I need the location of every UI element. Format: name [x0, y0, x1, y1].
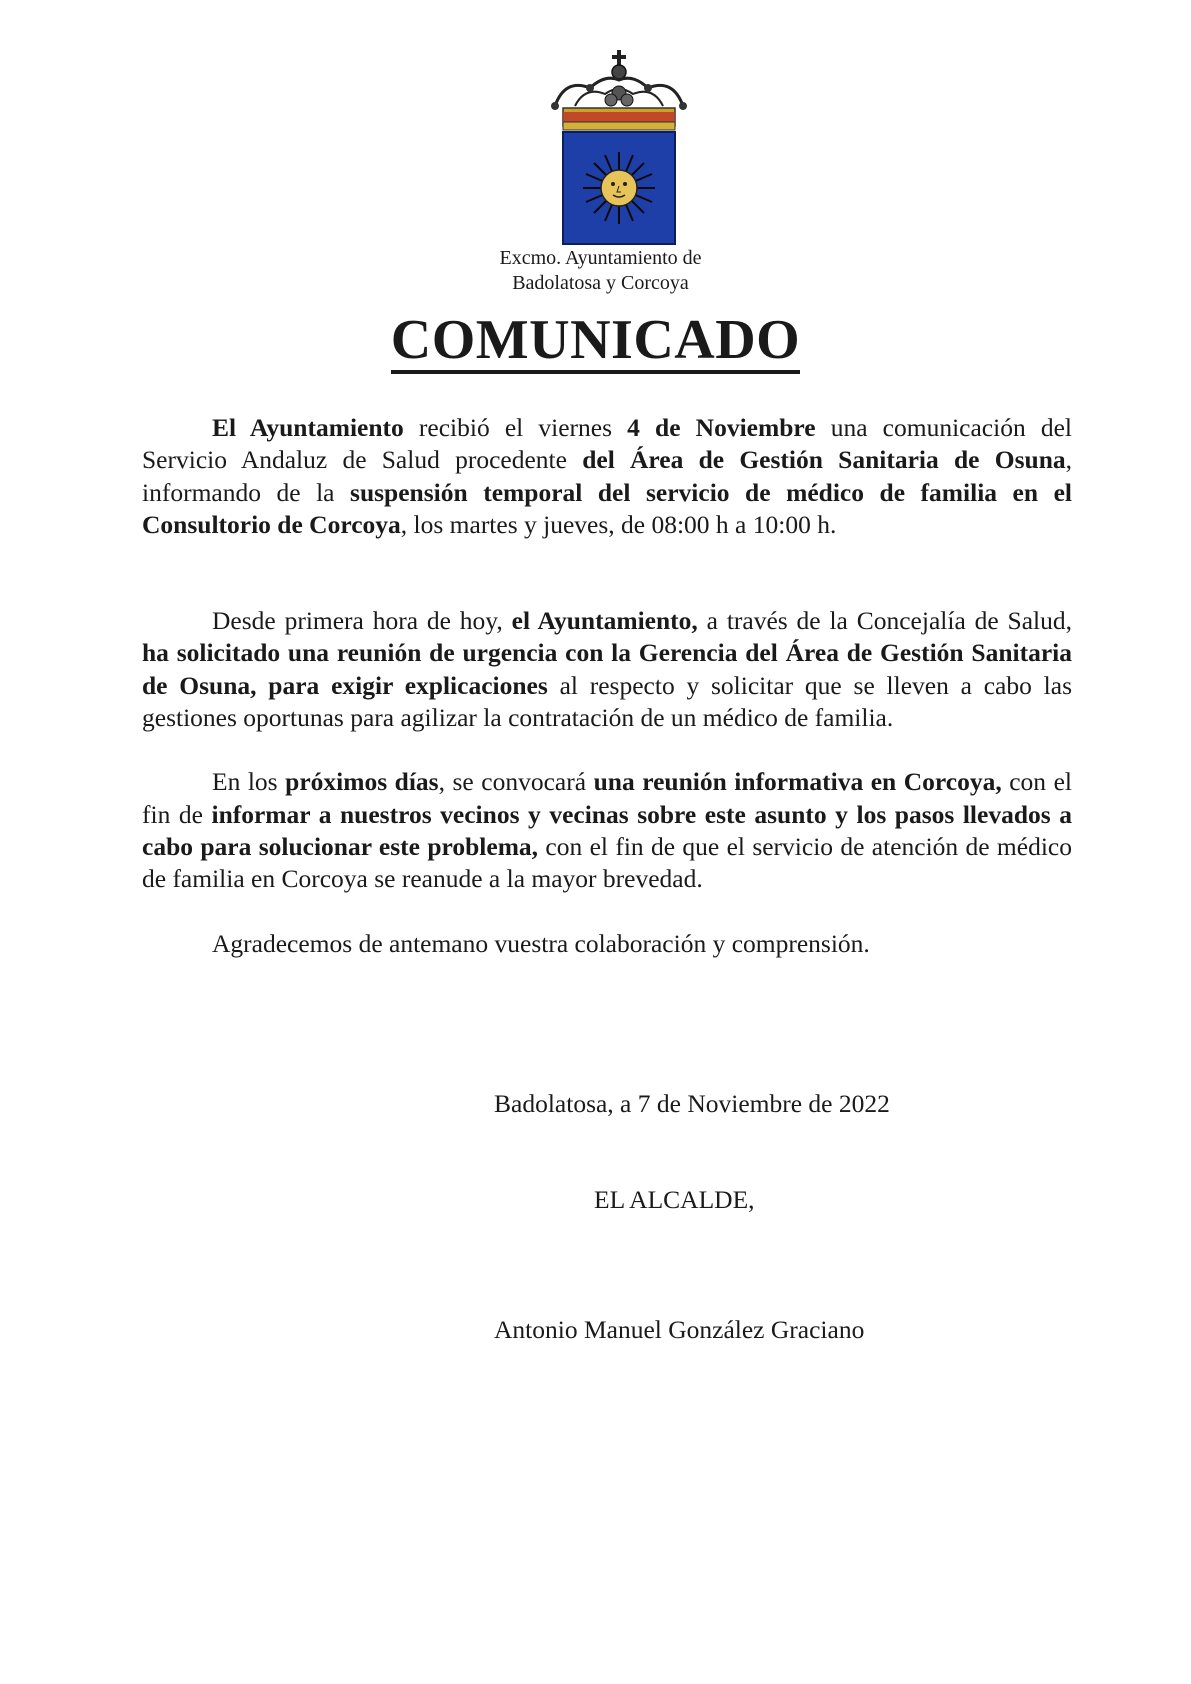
- p1-bold-2: 4 de Noviembre: [627, 413, 816, 442]
- issuer-line-2: Badolatosa y Corcoya: [512, 272, 689, 294]
- p2-text-1: Desde primera hora de hoy,: [212, 606, 512, 636]
- signer-name: Antonio Manuel González Graciano: [494, 1315, 865, 1344]
- p1-bold-3: del Área de Gestión Sanitaria de Osuna: [582, 445, 1066, 475]
- p2-bold-1: el Ayuntamiento,: [511, 606, 698, 636]
- paragraph-3: [142, 766, 1072, 895]
- p3-text-1: En los: [212, 767, 286, 797]
- p2-text-2: a través de la Concejalía de Salud,: [697, 606, 1072, 636]
- p1-text-3: , informando de la: [142, 445, 1072, 507]
- issuer-line-1: Excmo. Ayuntamiento de: [499, 247, 702, 269]
- p1-text-4: , los martes y jueves, de 08:00 h a 10:00 h.: [400, 509, 837, 539]
- coat-of-arms-icon: [545, 48, 695, 248]
- issuer-block: [0, 246, 1191, 296]
- p3-text-2: , se convocará: [438, 767, 594, 797]
- p3-text-3: con el fin de: [142, 767, 1072, 829]
- document-body: [142, 412, 1072, 960]
- p1-text-2: una comunicación del Servicio Andaluz de Salud procedente: [142, 413, 1072, 475]
- p2-text-3: al respecto y solicitar que se lleven a cabo las gestiones oportunas para agilizar la contratación de un médico de familia.: [142, 670, 1072, 733]
- place-date: Badolatosa, a 7 de Noviembre de 2022: [494, 1089, 890, 1118]
- p2-bold-2: ha solicitado una reunión de urgencia con la Gerencia del Área de Gestión Sanitaria de Osuna, para exigir explicaciones: [142, 638, 1072, 700]
- p1-bold-1: El Ayuntamiento: [212, 413, 404, 442]
- paragraph-1: [142, 412, 1072, 541]
- page-title: [0, 308, 1191, 374]
- p3-bold-3: informar a nuestros vecinos y vecinas sobre este asunto y los pasos llevados a cabo para solucionar este problema,: [142, 799, 1072, 861]
- p3-text-4: con el fin de que el servicio de atención de médico de familia en Corcoya se reanude a la mayor brevedad.: [142, 831, 1072, 894]
- p1-bold-4: suspensión temporal del servicio de médico de familia en el Consultorio de Corcoya: [142, 477, 1072, 539]
- paragraph-2: [142, 605, 1072, 734]
- p3-bold-2: una reunión informativa en Corcoya,: [593, 767, 1002, 797]
- paragraph-4: Agradecemos de antemano vuestra colaboración y comprensión.: [212, 928, 870, 958]
- p1-text-1: recibió el viernes: [403, 413, 628, 442]
- title-text: COMUNICADO: [391, 310, 800, 374]
- p3-bold-1: próximos días: [285, 767, 439, 797]
- signer-role: EL ALCALDE,: [594, 1185, 755, 1214]
